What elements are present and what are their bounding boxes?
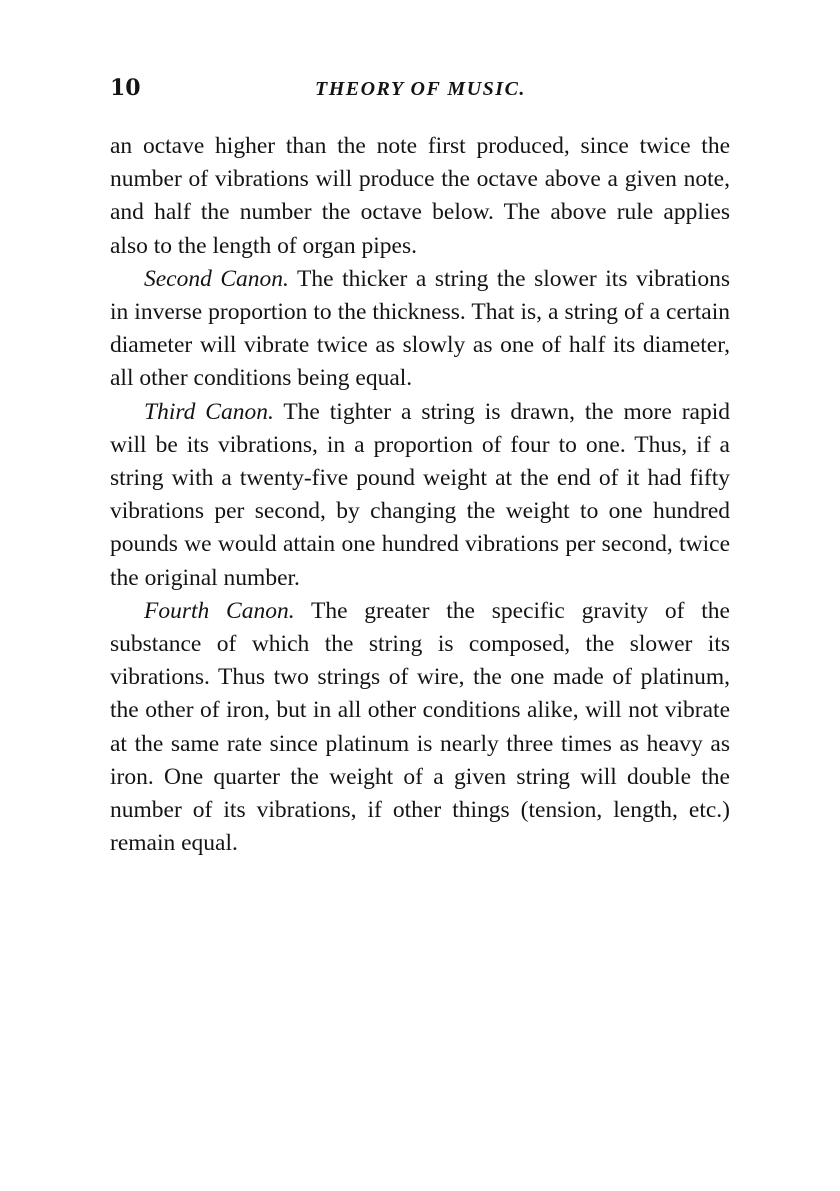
third-canon-label: Third Canon.	[144, 398, 274, 425]
paragraph-continuation	[110, 130, 730, 263]
paragraph-text: an octave higher than the note first produced, since twice the number of vibrations will produce the octave above a given note, and half the number the octave below. The above rule applies also to the length of organ pipes.	[110, 133, 730, 259]
paragraph-fourth-canon	[110, 595, 730, 861]
second-canon-label: Second Canon.	[144, 265, 289, 292]
running-head: THEORY OF MUSIC.	[315, 78, 526, 100]
paragraph-third-canon	[110, 396, 730, 595]
page-number: 10	[110, 75, 141, 101]
paragraph-text: The thicker a string the slower its vibrations in inverse proportion to the thickness. That is, a string of a certain diameter will vibrate twice as slowly as one of half its diameter, all other conditions being equal.	[110, 265, 730, 392]
fourth-canon-label: Fourth Canon.	[144, 597, 295, 624]
paragraph-text: The tighter a string is drawn, the more rapid will be its vibrations, in a proportion of four to one. Thus, if a string with a twenty-five pound weight at the end of it had fifty vibrations per second, by changing the weight to one hundred pounds we would attain one hundred vibrations per second, twice the original number.	[110, 398, 730, 591]
body-text	[110, 130, 730, 860]
page-header	[110, 74, 730, 104]
paragraph-second-canon	[110, 263, 730, 396]
paragraph-text: The greater the specific gravity of the substance of which the string is composed, the slower its vibrations. Thus two strings of wire, the one made of platinum, the other of iron, but in all other conditions alike, will not vibrate at the same rate since platinum is nearly three times as heavy as iron. One quarter the weight of a given string will double the number of its vibrations, if other things (tension, length, etc.) remain equal.	[110, 597, 730, 857]
